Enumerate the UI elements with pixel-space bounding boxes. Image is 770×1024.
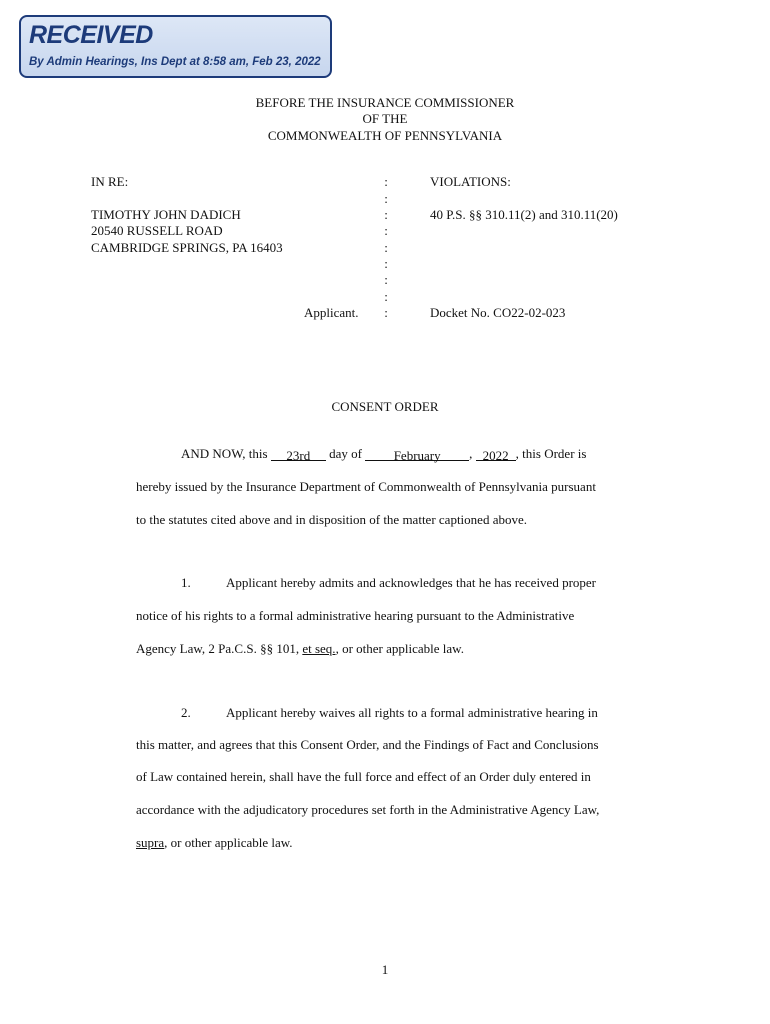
docket-number: Docket No. CO22-02-023 [430, 305, 566, 320]
para-1-line-3a: Agency Law, 2 Pa.C.S. §§ 101, [136, 641, 300, 656]
para-2-line-2: this matter, and agrees that this Consent Order, and the Findings of Fact and Conclusions [136, 737, 599, 752]
respondent-name: TIMOTHY JOHN DADICH [91, 207, 241, 222]
applicant-label: Applicant. [304, 305, 359, 320]
caption-colon: : [384, 174, 388, 189]
para-1-line-1: Applicant hereby admits and acknowledges that he has received proper [226, 575, 596, 590]
intro-suffix: , this Order is [515, 446, 587, 461]
caption-colon: : [384, 191, 388, 206]
para-2-number: 2. [181, 705, 191, 720]
header-line-1: BEFORE THE INSURANCE COMMISSIONER [255, 95, 515, 110]
para-2-line-4: accordance with the adjudicatory procedures set forth in the Administrative Agency Law, [136, 802, 600, 817]
month-value: February [393, 448, 441, 463]
day-value: 23rd [286, 448, 311, 463]
stamp-subtitle: By Admin Hearings, Ins Dept at 8:58 am, Feb 23, 2022 [29, 56, 321, 68]
et-seq: et seq. [302, 641, 336, 656]
intro-prefix: AND NOW, this [181, 446, 268, 461]
caption-colon: : [384, 223, 388, 238]
stamp-title: RECEIVED [29, 21, 153, 49]
received-stamp [19, 15, 332, 78]
caption-colon: : [384, 256, 388, 271]
header-line-2: OF THE [362, 111, 408, 126]
intro-day-of: day of [329, 446, 362, 461]
day-field [271, 447, 326, 461]
year-field [476, 447, 516, 461]
respondent-address-1: 20540 RUSSELL ROAD [91, 223, 223, 238]
month-field [365, 447, 469, 461]
in-re-label: IN RE: [91, 174, 129, 189]
para-2-line-5b: , or other applicable law. [164, 835, 293, 850]
page-number: 1 [381, 962, 389, 977]
para-1-line-3 [136, 641, 464, 657]
intro-line-2: hereby issued by the Insurance Department of Commonwealth of Pennsylvania pursuant [136, 479, 596, 494]
intro-comma: , [469, 446, 473, 461]
year-value: 2022 [482, 448, 509, 463]
order-title: CONSENT ORDER [331, 399, 439, 414]
caption-colon: : [384, 240, 388, 255]
violations-label: VIOLATIONS: [430, 174, 511, 189]
intro-line-3: to the statutes cited above and in disposition of the matter captioned above. [136, 512, 527, 527]
violations-statute: 40 P.S. §§ 310.11(2) and 310.11(20) [430, 207, 618, 222]
para-1-number: 1. [181, 575, 191, 590]
intro-line-1 [181, 446, 586, 462]
para-1-line-2: notice of his rights to a formal administrative hearing pursuant to the Administrative [136, 608, 575, 623]
caption-colon: : [384, 207, 388, 222]
caption-colon: : [384, 289, 388, 304]
para-2-line-1: Applicant hereby waives all rights to a formal administrative hearing in [226, 705, 598, 720]
para-2-line-5 [136, 835, 293, 851]
caption-colon: : [384, 272, 388, 287]
para-1-line-3c: , or other applicable law. [335, 641, 464, 656]
para-2-line-3: of Law contained herein, shall have the full force and effect of an Order duly entered in [136, 769, 591, 784]
respondent-address-2: CAMBRIDGE SPRINGS, PA 16403 [91, 240, 283, 255]
header-line-3: COMMONWEALTH OF PENNSYLVANIA [267, 128, 503, 143]
caption-colon: : [384, 305, 388, 320]
supra: supra [136, 835, 165, 850]
